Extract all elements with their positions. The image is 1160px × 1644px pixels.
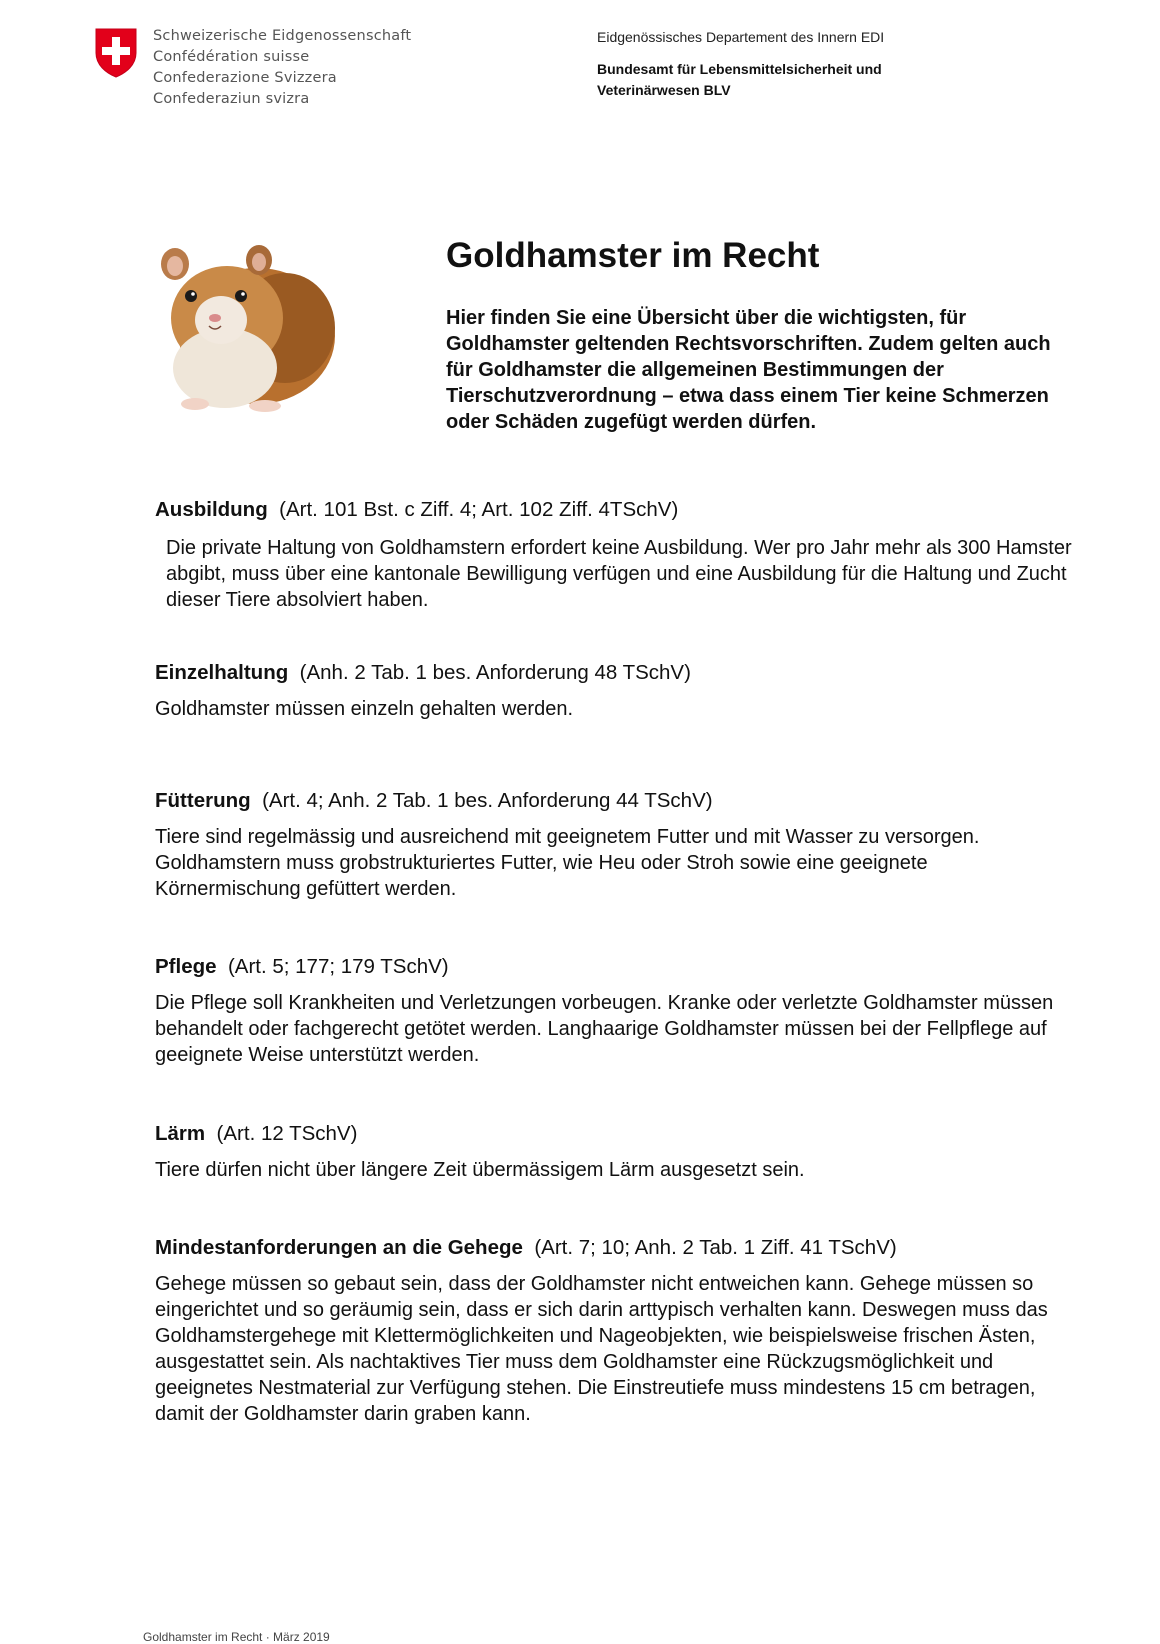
section-fuetterung bbox=[155, 788, 1075, 902]
section-pflege bbox=[155, 954, 1075, 1068]
confederation-name-fr: Confédération suisse bbox=[153, 49, 310, 65]
section-title: Ausbildung bbox=[155, 498, 268, 521]
section-body: Gehege müssen so gebaut sein, dass der Goldhamster nicht entweichen kann. Gehege müssen so eingerichtet und so geräumig sein, dass er sich darin arttypisch verhalten kann. Deswegen muss das Goldhamstergehege mit Klettermöglichkeiten und Nageobjekten, wie beispielsweise frischen Ästen, ausgestattet sein. Als nachtaktives Tier muss dem Goldhamster eine Rückzugsmöglichkeit und geeignetes Nestmaterial zur Verfügung stehen. Die Einstreutiefe muss mindestens 15 cm betragen, damit der Goldhamster darin graben kann. bbox=[155, 1273, 1048, 1425]
section-body: Tiere sind regelmässig und ausreichend mit geeignetem Futter und mit Wasser zu versorgen. Goldhamstern muss grobstrukturiertes Futter, wie Heu oder Stroh sowie eine geeignete Körnermischung gefüttert werden. bbox=[155, 826, 980, 900]
swiss-cross-icon bbox=[93, 27, 139, 79]
page-title: Goldhamster im Recht bbox=[446, 236, 820, 275]
section-einzelhaltung bbox=[155, 660, 1075, 722]
section-heading bbox=[155, 660, 1075, 686]
section-title: Mindestanforderungen an die Gehege bbox=[155, 1236, 523, 1259]
section-reference: (Art. 101 Bst. c Ziff. 4; Art. 102 Ziff. 4TSchV) bbox=[279, 498, 679, 521]
confederation-name-de: Schweizerische Eidgenossenschaft bbox=[153, 28, 412, 44]
section-heading bbox=[155, 1121, 1075, 1147]
section-title: Fütterung bbox=[155, 789, 251, 812]
section-body: Die private Haltung von Goldhamstern erfordert keine Ausbildung. Wer pro Jahr mehr als 300 Hamster abgibt, muss über eine kantonale Bewilligung verfügen und eine Ausbildung für die Haltung und Zucht dieser Tiere absolviert haben. bbox=[166, 537, 1072, 611]
section-title: Einzelhaltung bbox=[155, 661, 289, 684]
section-heading bbox=[155, 497, 1075, 523]
section-reference: (Art. 5; 177; 179 TSchV) bbox=[227, 955, 449, 978]
confederation-names bbox=[153, 26, 411, 110]
section-heading bbox=[155, 954, 1075, 980]
section-heading bbox=[155, 788, 1075, 814]
office-name: Bundesamt für Lebensmittelsicherheit und Veterinärwesen BLV bbox=[597, 61, 882, 98]
section-reference: (Art. 4; Anh. 2 Tab. 1 bes. Anforderung 44 TSchV) bbox=[262, 789, 713, 812]
section-body: Tiere dürfen nicht über längere Zeit übermässigem Lärm ausgesetzt sein. bbox=[155, 1159, 805, 1181]
section-heading bbox=[155, 1235, 1075, 1261]
department-name: Eidgenössisches Departement des Innern EDI bbox=[597, 29, 885, 45]
hamster-image bbox=[155, 236, 345, 420]
section-title: Pflege bbox=[155, 955, 217, 978]
confederation-name-rm: Confederaziun svizra bbox=[153, 91, 310, 107]
section-body: Goldhamster müssen einzeln gehalten werden. bbox=[155, 698, 574, 720]
intro-paragraph: Hier finden Sie eine Übersicht über die wichtigsten, für Goldhamster geltenden Rechtsvorschriften. Zudem gelten auch für Goldhamster die allgemeinen Bestimmungen der Tierschutzverordnung – etwa dass einem Tier keine Schmerzen oder Schäden zugefügt werden dürfen. bbox=[446, 307, 1051, 433]
section-reference: (Anh. 2 Tab. 1 bes. Anforderung 48 TSchV) bbox=[299, 661, 691, 684]
letterhead bbox=[0, 0, 1160, 130]
section-title: Lärm bbox=[155, 1122, 206, 1145]
confederation-name-it: Confederazione Svizzera bbox=[153, 70, 337, 86]
section-laerm bbox=[155, 1121, 1075, 1183]
section-body: Die Pflege soll Krankheiten und Verletzungen vorbeugen. Kranke oder verletzte Goldhamster müssen behandelt oder fachgerecht getötet werden. Langhaarige Goldhamster müssen bei der Fellpflege auf geeignete Weise unterstützt werden. bbox=[155, 992, 1054, 1066]
section-reference: (Art. 7; 10; Anh. 2 Tab. 1 Ziff. 41 TSchV) bbox=[534, 1236, 897, 1259]
section-reference: (Art. 12 TSchV) bbox=[216, 1122, 358, 1145]
section-mindestanforderungen bbox=[155, 1235, 1075, 1427]
page-footer: Goldhamster im Recht · März 2019 bbox=[143, 1630, 330, 1644]
section-ausbildung bbox=[155, 497, 1075, 613]
